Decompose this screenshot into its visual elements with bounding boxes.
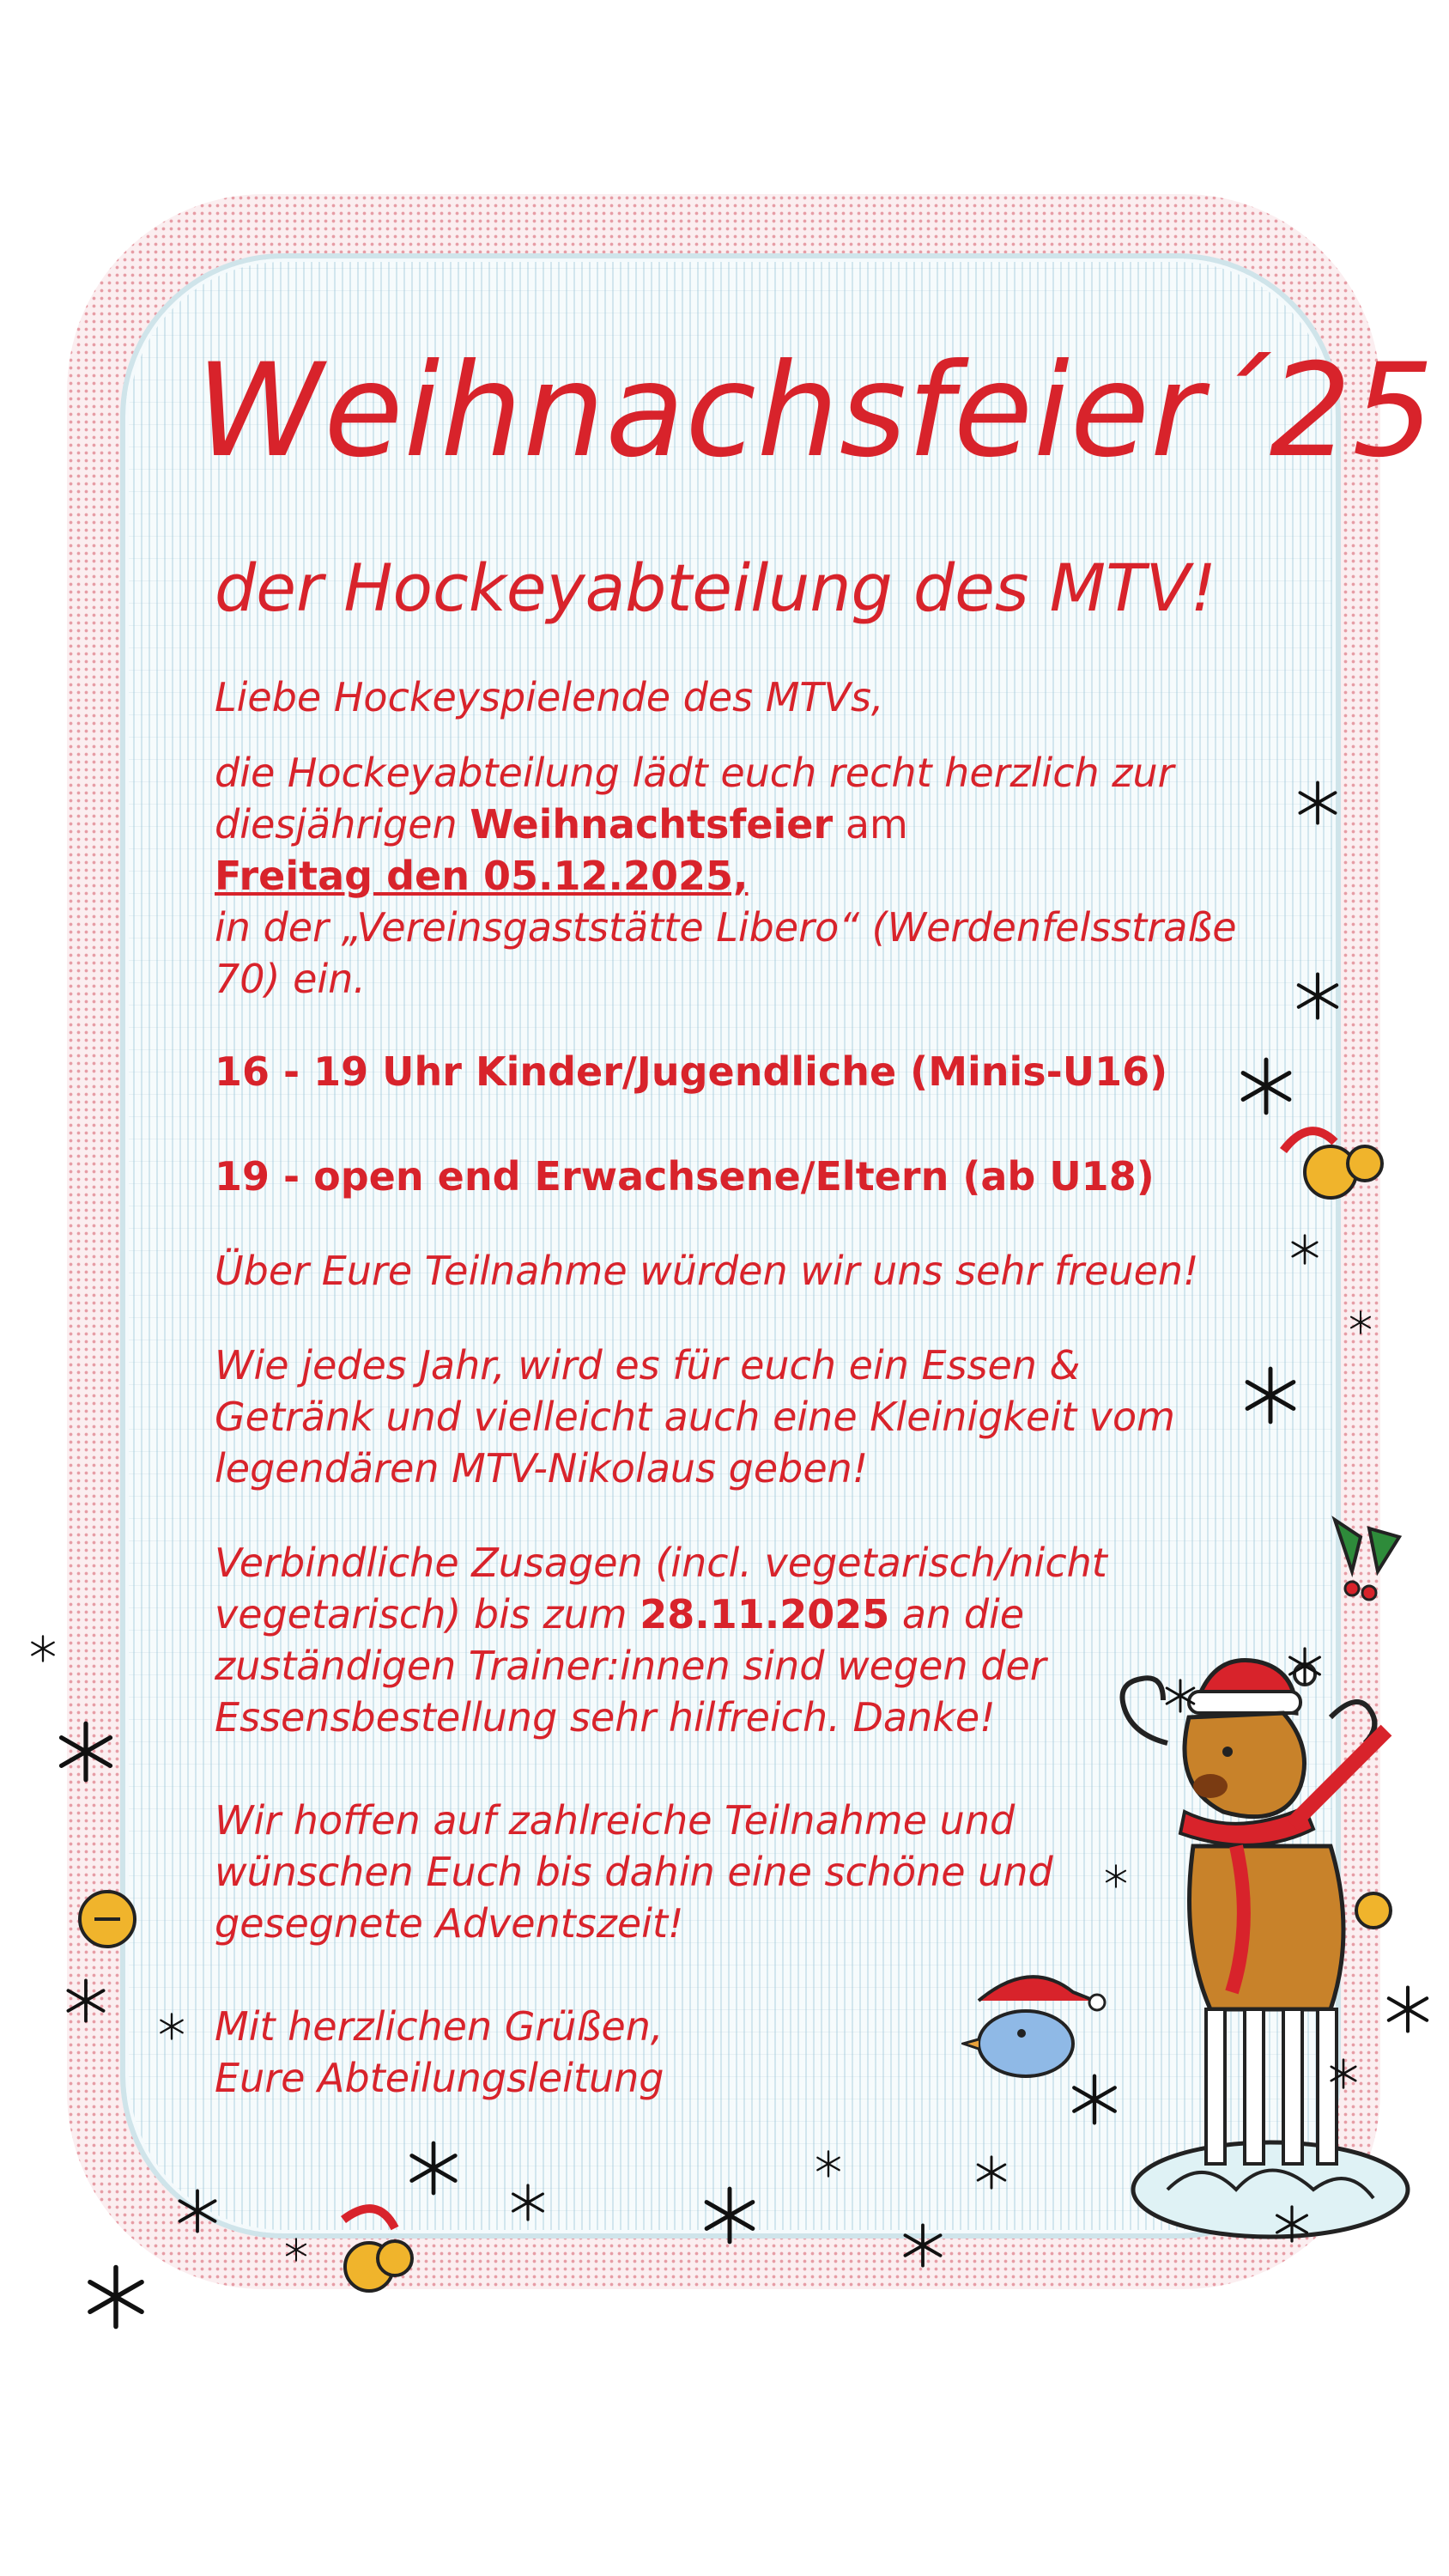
snowflake-star-icon bbox=[974, 2155, 1009, 2190]
snowflake-star-icon bbox=[83, 2264, 149, 2330]
rsvp-text: vegetarisch) bis zum bbox=[215, 1591, 640, 1637]
invitation-paragraph bbox=[215, 747, 1270, 1005]
food-paragraph bbox=[215, 1340, 1270, 1494]
snowflake-star-icon bbox=[29, 1635, 57, 1662]
snowflake-star-icon bbox=[700, 2186, 759, 2245]
snowflake-star-icon bbox=[1295, 781, 1340, 825]
snowflake-star-icon bbox=[1294, 972, 1342, 1020]
schedule-kids: 16 - 19 Uhr Kinder/Jugendliche (Minis-U16) bbox=[215, 1048, 1168, 1095]
snowflake-star-icon bbox=[64, 1978, 108, 2023]
snowflake-star-icon bbox=[1289, 1234, 1320, 1265]
rsvp-text: an die bbox=[889, 1591, 1025, 1637]
rsvp-line bbox=[215, 1589, 1270, 1640]
snowflake-star-icon bbox=[175, 2189, 220, 2233]
snowflake-star-icon bbox=[1069, 2074, 1120, 2125]
snowflake-star-icon bbox=[406, 2141, 461, 2196]
wishes-line: Wir hoffen auf zahlreiche Teilnahme und bbox=[215, 1797, 1016, 1844]
jingle-bell-icon bbox=[1348, 1885, 1399, 1936]
food-line: legendären MTV-Nikolaus geben! bbox=[215, 1445, 869, 1492]
snowflake-star-icon bbox=[1104, 1864, 1128, 1888]
snowflake-star-icon bbox=[900, 2223, 945, 2268]
closing-line: Mit herzlichen Grüßen, bbox=[215, 2003, 664, 2050]
jingle-bell-icon bbox=[326, 2194, 429, 2306]
invitation-line: die Hockeyabteilung lädt euch recht herzlich zur bbox=[215, 750, 1174, 796]
schedule-adults: 19 - open end Erwachsene/Eltern (ab U18) bbox=[215, 1153, 1155, 1200]
snowflake-star-icon bbox=[1349, 1310, 1373, 1334]
snowflake-star-icon bbox=[158, 2013, 185, 2040]
rsvp-line: Verbindliche Zusagen (incl. vegetarisch/nicht bbox=[215, 1540, 1107, 1586]
invitation-text: diesjährigen bbox=[215, 801, 470, 848]
food-line: Getränk und vielleicht auch eine Kleinigkeit vom bbox=[215, 1394, 1175, 1440]
snowflake-star-icon bbox=[1273, 2205, 1311, 2243]
page-title: Weihnachsfeier´25 bbox=[196, 337, 1435, 486]
rsvp-line: zuständigen Trainer:innen sind wegen der bbox=[215, 1643, 1046, 1689]
snowflake-star-icon bbox=[1163, 1679, 1197, 1713]
food-line: Wie jedes Jahr, wird es für euch ein Essen & bbox=[215, 1342, 1081, 1388]
snowflake-star-icon bbox=[284, 2238, 308, 2262]
snowflake-star-icon bbox=[509, 2184, 547, 2221]
wishes-line: gesegnete Adventszeit! bbox=[215, 1900, 684, 1947]
participation-text: Über Eure Teilnahme würden wir uns sehr freuen! bbox=[215, 1248, 1199, 1294]
snowflake-star-icon bbox=[1328, 2058, 1359, 2089]
page-subtitle: der Hockeyabteilung des MTV! bbox=[215, 550, 1217, 626]
event-name: Weihnachtsfeier bbox=[470, 801, 834, 848]
snowflake-star-icon bbox=[1241, 1366, 1300, 1425]
event-date: Freitag den 05.12.2025, bbox=[215, 853, 749, 899]
rsvp-line: Essensbestellung sehr hilfreich. Danke! bbox=[215, 1694, 996, 1741]
jingle-bell-icon bbox=[69, 1880, 146, 1958]
jingle-bell-icon bbox=[1275, 1116, 1386, 1211]
snowflake-star-icon bbox=[1384, 1985, 1432, 2033]
venue-line: in der „Vereinsgaststätte Libero“ (Werdenfelsstraße bbox=[215, 904, 1237, 951]
snowflake-star-icon bbox=[55, 1721, 117, 1783]
holly-icon bbox=[1326, 1511, 1404, 1606]
greeting: Liebe Hockeyspielende des MTVs, bbox=[215, 674, 884, 720]
signature: Eure Abteilungsleitung bbox=[215, 2055, 664, 2101]
venue-line: 70) ein. bbox=[215, 956, 366, 1002]
wishes-line: wünschen Euch bis dahin eine schöne und bbox=[215, 1849, 1053, 1895]
invitation-text: am bbox=[833, 801, 908, 848]
reindeer-illustration bbox=[1107, 1640, 1416, 2258]
invitation-line bbox=[215, 799, 1270, 850]
snowflake-star-icon bbox=[1237, 1057, 1295, 1115]
snowflake-star-icon bbox=[815, 2150, 842, 2178]
rsvp-deadline: 28.11.2025 bbox=[640, 1591, 890, 1637]
snowflake-star-icon bbox=[1286, 1647, 1324, 1685]
